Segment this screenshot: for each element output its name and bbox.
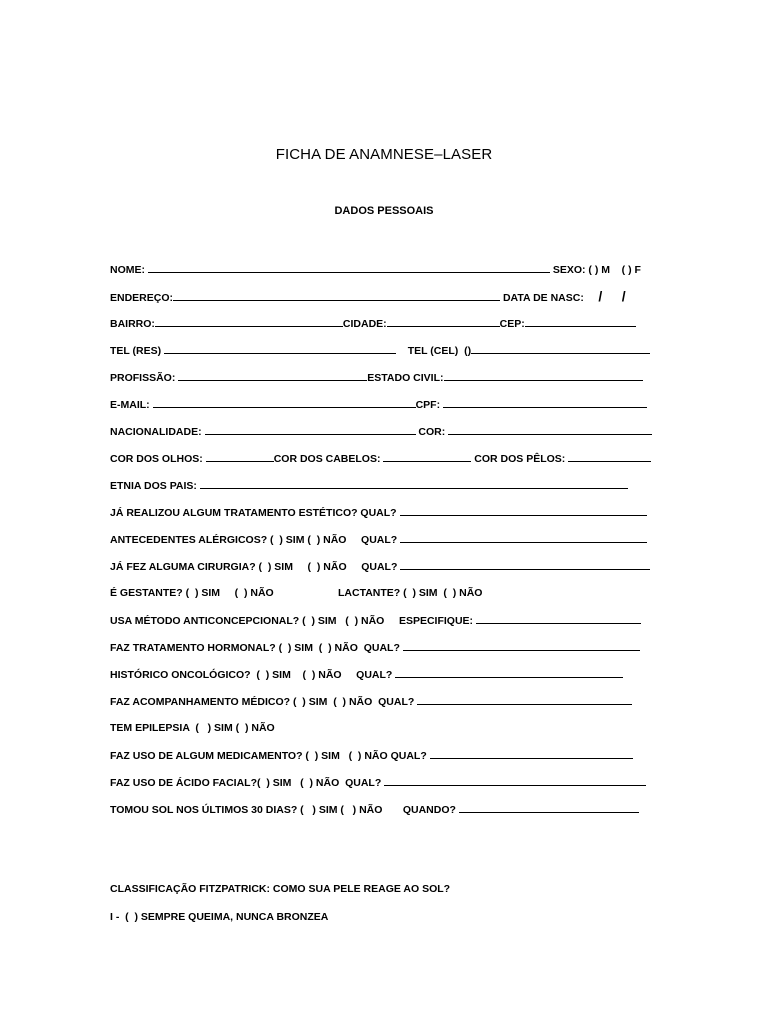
data-nasc-label: DATA DE NASC: — [502, 292, 584, 304]
row-nome — [110, 262, 641, 277]
acido-label: FAZ USO DE ÁCIDO FACIAL?( ) SIM ( ) NÃO QUAL? — [110, 777, 382, 789]
row-acido — [110, 775, 646, 790]
profissao-field[interactable] — [178, 370, 367, 381]
endereco-field[interactable] — [173, 290, 500, 301]
medicamento-field[interactable] — [430, 748, 633, 759]
bairro-label: BAIRRO: — [110, 318, 155, 330]
nome-label: NOME: — [110, 264, 145, 276]
sol-label: TOMOU SOL NOS ÚLTIMOS 30 DIAS? ( ) SIM ( ) NÃO QUANDO? — [110, 804, 456, 816]
tel-res-field[interactable] — [164, 343, 396, 354]
row-profissao — [110, 370, 643, 385]
fitzpatrick-heading: CLASSIFICAÇÃO FITZPATRICK: COMO SUA PELE REAGE AO SOL? — [110, 883, 451, 895]
row-cores — [110, 451, 651, 466]
anticoncepcional-field[interactable] — [476, 613, 641, 624]
cor-field[interactable] — [448, 424, 652, 435]
estado-civil-field[interactable] — [444, 370, 643, 381]
row-endereco — [110, 289, 626, 305]
row-nacionalidade — [110, 424, 652, 439]
row-epilepsia — [110, 721, 275, 735]
cor-cabelos-label: COR DOS CABELOS: — [273, 453, 381, 465]
acido-field[interactable] — [384, 775, 646, 786]
cpf-field[interactable] — [443, 397, 647, 408]
bairro-field[interactable] — [155, 316, 343, 327]
row-bairro — [110, 316, 636, 331]
tel-cel-label: TEL (CEL) () — [407, 345, 472, 357]
email-label: E-MAIL: — [110, 399, 150, 411]
hormonal-label: FAZ TRATAMENTO HORMONAL? ( ) SIM ( ) NÃO QUAL? — [110, 642, 400, 654]
cor-label: COR: — [418, 426, 446, 438]
profissao-label: PROFISSÃO: — [110, 372, 176, 384]
row-lactante — [338, 586, 482, 600]
hormonal-field[interactable] — [403, 640, 640, 651]
cpf-label: CPF: — [415, 399, 441, 411]
oncologico-field[interactable] — [395, 667, 623, 678]
data-nasc-slashes: / / — [598, 288, 626, 304]
nacionalidade-label: NACIONALIDADE: — [110, 426, 202, 438]
antecedentes-field[interactable] — [400, 532, 647, 543]
sexo-label: SEXO: ( ) M ( ) F — [552, 264, 641, 276]
tel-cel-field[interactable] — [471, 343, 650, 354]
sol-field[interactable] — [459, 802, 639, 813]
gestante-label: É GESTANTE? ( ) SIM ( ) NÃO — [110, 587, 274, 599]
cirurgia-field[interactable] — [400, 559, 650, 570]
medicamento-label: FAZ USO DE ALGUM MEDICAMENTO? ( ) SIM ( ) NÃO QUAL? — [110, 750, 427, 762]
cor-olhos-label: COR DOS OLHOS: — [110, 453, 203, 465]
cor-pelos-label: COR DOS PÊLOS: — [474, 453, 566, 465]
endereco-label: ENDEREÇO: — [110, 292, 174, 304]
tel-res-label: TEL (RES) — [110, 345, 162, 357]
cor-pelos-field[interactable] — [568, 451, 651, 462]
etnia-field[interactable] — [200, 478, 628, 489]
fitzpatrick-option-1: I - ( ) SEMPRE QUEIMA, NUNCA BRONZEA — [110, 911, 329, 923]
row-anticoncepcional — [110, 613, 641, 628]
tratamento-estetico-label: JÁ REALIZOU ALGUM TRATAMENTO ESTÉTICO? QUAL? — [110, 507, 397, 519]
section-title: DADOS PESSOAIS — [334, 205, 434, 217]
cirurgia-label: JÁ FEZ ALGUMA CIRURGIA? ( ) SIM ( ) NÃO QUAL? — [110, 561, 398, 573]
row-gestante — [110, 586, 274, 600]
etnia-label: ETNIA DOS PAIS: — [110, 480, 197, 492]
tratamento-estetico-field[interactable] — [400, 505, 647, 516]
cidade-field[interactable] — [387, 316, 500, 327]
row-antecedentes — [110, 532, 647, 547]
nome-field[interactable] — [148, 262, 550, 273]
cor-olhos-field[interactable] — [206, 451, 274, 462]
acompanhamento-field[interactable] — [417, 694, 632, 705]
row-tratamento-estetico — [110, 505, 647, 520]
estado-civil-label: ESTADO CIVIL: — [367, 372, 444, 384]
row-acompanhamento — [110, 694, 632, 709]
row-oncologico — [110, 667, 623, 682]
epilepsia-label: TEM EPILEPSIA ( ) SIM ( ) NÃO — [110, 722, 275, 734]
acompanhamento-label: FAZ ACOMPANHAMENTO MÉDICO? ( ) SIM ( ) NÃO QUAL? — [110, 696, 415, 708]
nacionalidade-field[interactable] — [205, 424, 416, 435]
anticoncepcional-label: USA MÉTODO ANTICONCEPCIONAL? ( ) SIM ( ) NÃO ESPECIFIQUE: — [110, 615, 474, 627]
lactante-label: LACTANTE? ( ) SIM ( ) NÃO — [338, 587, 483, 599]
form-title: FICHA DE ANAMNESE–LASER — [275, 146, 493, 163]
antecedentes-label: ANTECEDENTES ALÉRGICOS? ( ) SIM ( ) NÃO QUAL? — [110, 534, 398, 546]
row-medicamento — [110, 748, 633, 763]
row-tel — [110, 343, 650, 358]
row-etnia — [110, 478, 628, 493]
cidade-label: CIDADE: — [342, 318, 387, 330]
cor-cabelos-field[interactable] — [383, 451, 471, 462]
row-email — [110, 397, 647, 412]
cep-label: CEP: — [499, 318, 525, 330]
row-hormonal — [110, 640, 640, 655]
row-cirurgia — [110, 559, 650, 574]
cep-field[interactable] — [525, 316, 636, 327]
email-field[interactable] — [153, 397, 416, 408]
row-sol — [110, 802, 639, 817]
oncologico-label: HISTÓRICO ONCOLÓGICO? ( ) SIM ( ) NÃO QUAL? — [110, 669, 393, 681]
